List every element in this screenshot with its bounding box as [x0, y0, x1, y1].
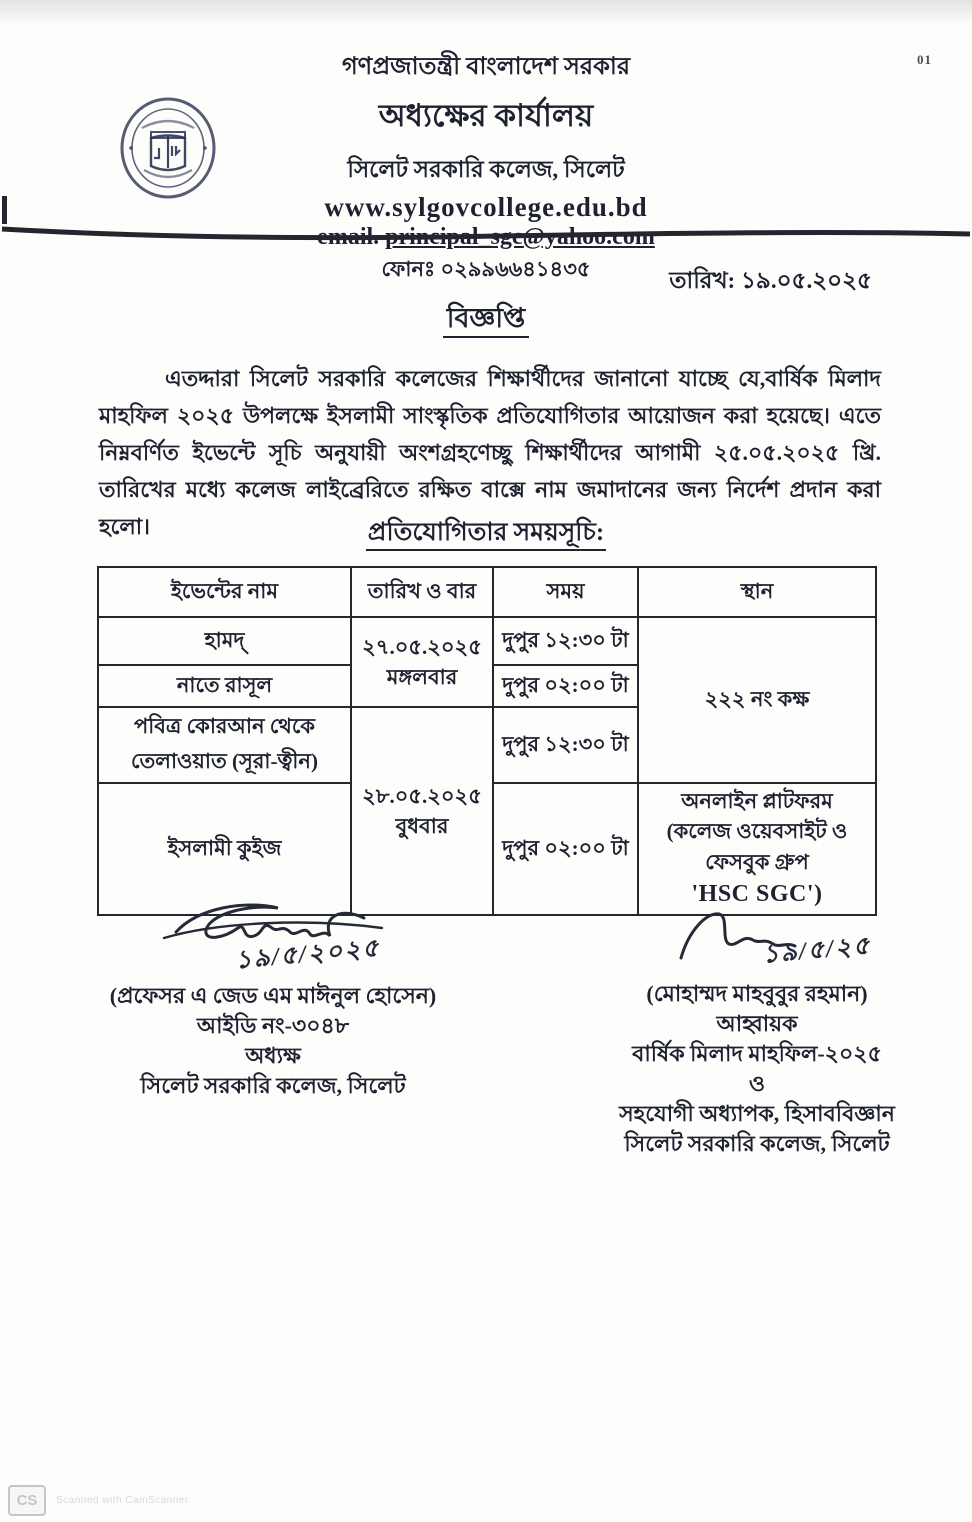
camscanner-logo-icon: CS	[8, 1485, 46, 1516]
principal-id: আইডি নং-৩০৪৮	[196, 1013, 350, 1038]
convener-title: সহযোগী অধ্যাপক, হিসাববিজ্ঞান	[619, 1101, 895, 1126]
letterhead	[0, 48, 972, 288]
email-address: principal_sgc@yahoo.com	[385, 224, 655, 250]
venue-line: (কলেজ ওয়েবসাইট ও ফেসবুক গ্রুপ	[666, 819, 848, 874]
convener-signature-date: ১৯/৫/২৫	[761, 932, 873, 969]
phone-number: ফোনঃ ০২৯৯৬৬৪১৪৩৫	[381, 257, 591, 281]
principal-name: (প্রফেসর এ জেড এম মাঈনুল হোসেন)	[109, 983, 437, 1008]
date-cell	[351, 617, 493, 707]
convener-event: বার্ষিক মিলাদ মাহফিল-২০২৫	[632, 1041, 882, 1066]
venue-group-name: 'HSC SGC')	[691, 881, 823, 908]
principal-title: অধ্যক্ষ	[245, 1043, 301, 1068]
convener-role: আহ্বায়ক	[716, 1011, 798, 1036]
principal-org: সিলেট সরকারি কলেজ, সিলেট	[140, 1073, 406, 1098]
event-name-cell: নাতে রাসূল	[98, 665, 351, 707]
conjunction: ও	[748, 1071, 766, 1096]
notice-body: এতদ্দারা সিলেট সরকারি কলেজের শিক্ষার্থীদের জানানো যাচ্ছে যে,বার্ষিক মিলাদ মাহফিল ২০২৫ উপলক্ষে ইসলামী সাংস্কৃতিক প্রতিযোগিতার আয়োজন করা হয়েছে। এতে নিম্নবর্ণিত ইভেন্টে সূচি অনুযায়ী অংশগ্রহণেচ্ছু শিক্ষার্থীদের আগামী ২৫.০৫.২০২৫ খ্রি. তারিখের মধ্যে কলেজ লাইব্রেরিতে রক্ষিত বাক্সে নাম জমাদানের জন্য নির্দেশ প্রদান করা হলো।	[99, 366, 881, 539]
event-name-cell: পবিত্র কোরআন থেকে তেলাওয়াত (সূরা-ত্বীন)	[98, 707, 351, 783]
col-header-venue: স্থান	[638, 567, 876, 617]
notice-title: বিজ্ঞপ্তি	[0, 298, 972, 343]
date-value: ২৭.০৫.২০২৫	[362, 634, 482, 659]
date-cell	[351, 707, 493, 915]
event-name-cell: ইসলামী কুইজ	[98, 783, 351, 915]
venue-cell	[638, 783, 876, 915]
convener-name: (মোহাম্মদ মাহবুবুর রহমান)	[646, 981, 868, 1006]
schedule-heading: প্রতিযোগিতার সময়সূচি:	[0, 512, 972, 555]
time-cell: দুপুর ১২:৩০ টা	[493, 707, 638, 783]
col-header-date: তারিখ ও বার	[351, 567, 493, 617]
header-divider	[0, 224, 972, 242]
time-cell: দুপুর ০২:০০ টা	[493, 665, 638, 707]
principal-signature-date: ১৯/৫/২০২৫	[234, 934, 382, 975]
time-cell: দুপুর ০২:০০ টা	[493, 783, 638, 915]
table-row	[98, 617, 876, 665]
notice-date: তারিখ: ১৯.০৫.২০২৫	[669, 268, 872, 293]
schedule-table	[97, 566, 877, 916]
email-label: email.	[317, 224, 380, 250]
time-cell: দুপুর ১২:৩০ টা	[493, 617, 638, 665]
venue-cell: ২২২ নং কক্ষ	[638, 617, 876, 783]
convener-signature-block	[582, 906, 932, 1159]
date-value: ২৮.০৫.২০২৫	[362, 783, 482, 808]
day-value: বুধবার	[395, 814, 449, 839]
page-number: 01	[917, 52, 932, 67]
website-url: www.sylgovcollege.edu.bd	[324, 192, 648, 222]
col-header-time: সময়	[493, 567, 638, 617]
office-title: অধ্যক্ষের কার্যালয়	[378, 98, 594, 133]
event-name-cell: হামদ্	[98, 617, 351, 665]
government-title: গণপ্রজাতন্ত্রী বাংলাদেশ সরকার	[341, 54, 631, 80]
principal-signature-block	[108, 898, 438, 1101]
col-header-event: ইভেন্টের নাম	[98, 567, 351, 617]
camscanner-text: Scanned with CamScanner	[56, 1495, 189, 1506]
day-value: মঙ্গলবার	[386, 665, 458, 689]
table-header-row	[98, 567, 876, 617]
convener-org: সিলেট সরকারি কলেজ, সিলেট	[624, 1131, 890, 1156]
camscanner-watermark	[8, 1485, 189, 1516]
venue-line: অনলাইন প্লাটফরম	[681, 789, 833, 813]
college-name: সিলেট সরকারি কলেজ, সিলেট	[347, 157, 625, 182]
